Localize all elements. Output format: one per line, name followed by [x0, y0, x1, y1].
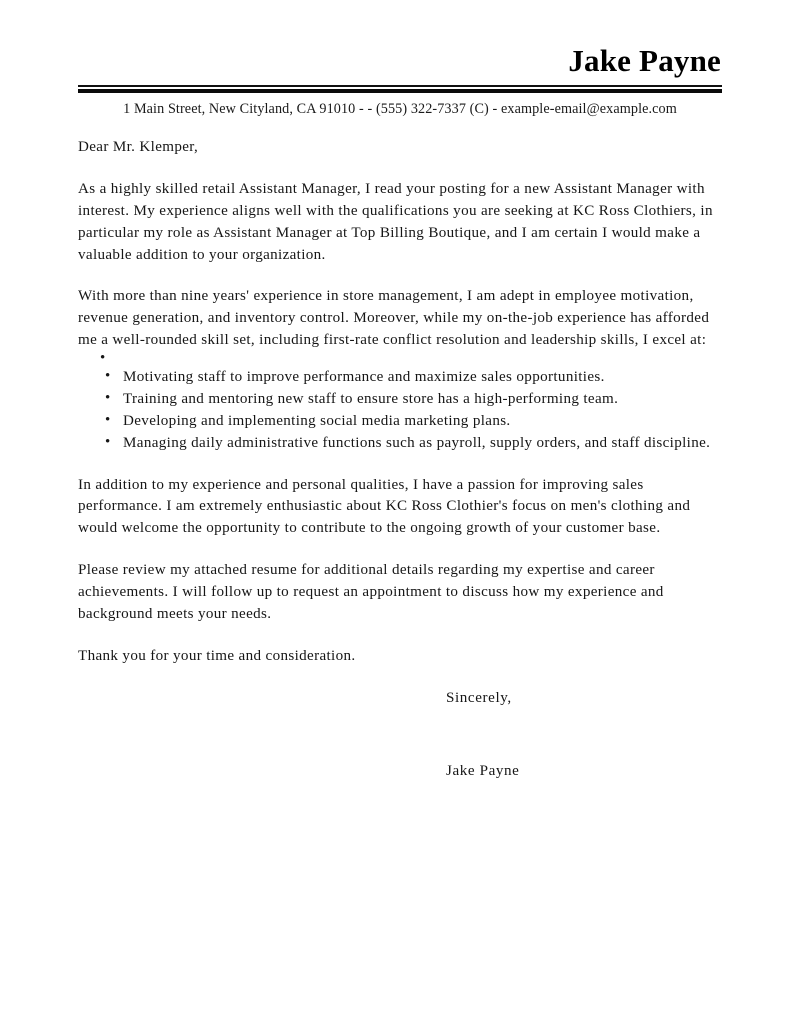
list-item: • Developing and implementing social media marketing plans. [78, 411, 722, 433]
divider-line-bottom [78, 89, 722, 93]
letterhead [78, 0, 722, 118]
paragraph-experience: With more than nine years' experience in store management, I am adept in employee motivation, revenue generation, and inventory control. Moreover, while my on-the-job experience has afforded me a well-rounded skill set, including first-rate conflict resolution and leadership skills, I excel at: [78, 288, 710, 349]
paragraph-thanks: Thank you for your time and consideration. [78, 647, 356, 664]
contact-info-line: 1 Main Street, New Cityland, CA 91010 - - (555) 322-7337 (C) - example-email@example.com [123, 101, 677, 118]
list-item [78, 354, 722, 367]
paragraph-passion: In addition to my experience and personal qualities, I have a passion for improving sales performance. I am extremely enthusiastic about KC Ross Clothier's focus on men's clothing and would welcome the opportunity to contribute to the ongoing growth of your customer base. [78, 476, 691, 537]
list-item: • Motivating staff to improve performance and maximize sales opportunities. [78, 367, 722, 389]
list-item: • Training and mentoring new staff to ensure store has a high-performing team. [78, 389, 722, 411]
letter-body [78, 137, 722, 782]
sign-off: Sincerely, [446, 689, 512, 706]
letter-content [78, 0, 722, 782]
qualifications-list [78, 354, 722, 455]
paragraph-closing: Please review my attached resume for additional details regarding my expertise and career achievements. I will follow up to request an appointment to discuss how my experience and background meets your needs. [78, 562, 664, 622]
signature-block [78, 688, 722, 783]
sender-name: Jake Payne [568, 43, 721, 78]
list-item: • Managing daily administrative functions such as payroll, supply orders, and staff discipline. [78, 433, 722, 455]
header-divider-rule [78, 85, 722, 93]
signer-name: Jake Payne [446, 762, 520, 779]
salutation: Dear Mr. Klemper, [78, 139, 199, 156]
paragraph-intro: As a highly skilled retail Assistant Manager, I read your posting for a new Assistant Manager with interest. My experience aligns well with the qualifications you are seeking at KC Ross Clothiers, in particular my role as Assistant Manager at Top Billing Boutique, and I am certain I would make a valuable addition to your organization. [78, 180, 713, 263]
